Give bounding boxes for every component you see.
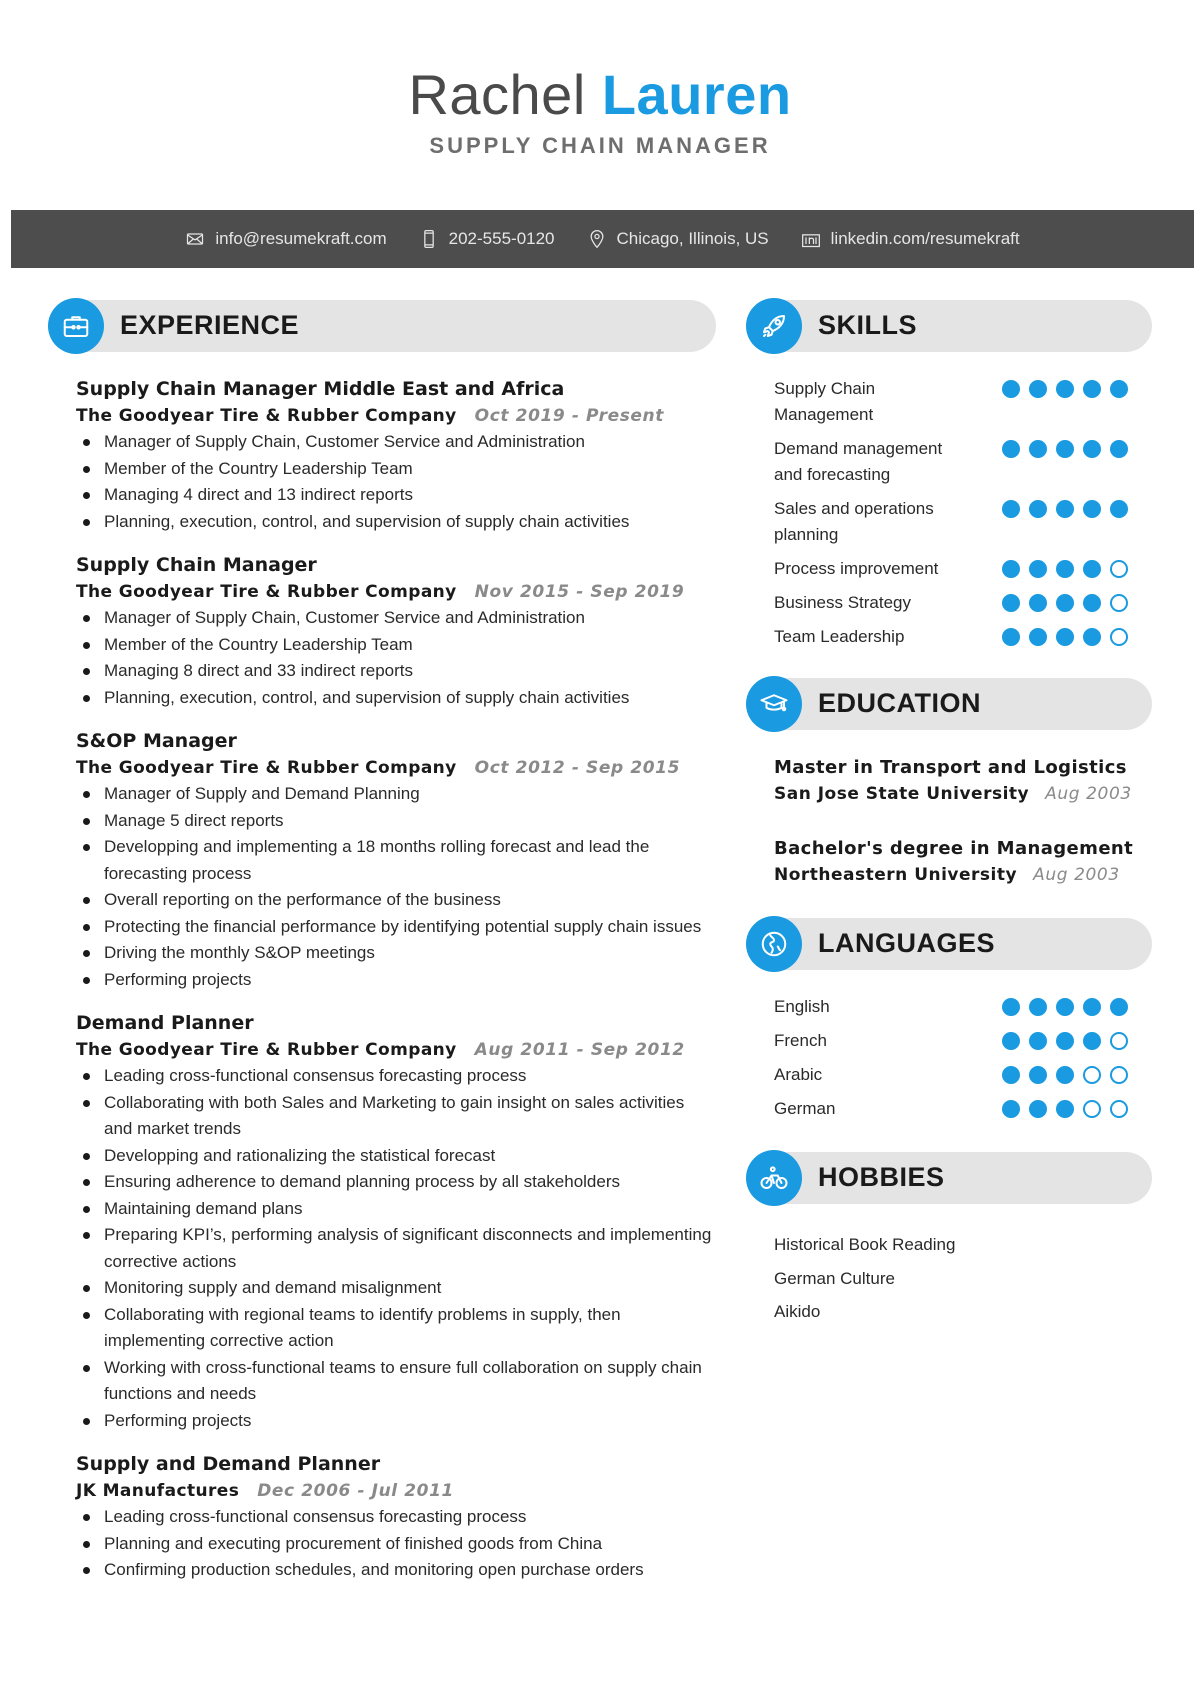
bullet-item: Planning and executing procurement of finished goods from China [76,1531,716,1558]
left-column [48,298,716,1602]
filled-dot-icon [1056,998,1074,1016]
empty-dot-icon [1110,594,1128,612]
bullet-item: Working with cross-functional teams to ensure full collaboration on supply chain functions and needs [76,1355,716,1408]
languages-row [774,994,1152,1020]
bullet-item: Leading cross-functional consensus forecasting process [76,1063,716,1090]
bullet-item: Managing 4 direct and 13 indirect reports [76,482,716,509]
filled-dot-icon [1056,628,1074,646]
filled-dot-icon [1083,1032,1101,1050]
bullet-item: Overall reporting on the performance of the business [76,887,716,914]
languages-label: French [774,1031,827,1050]
experience-section [48,298,716,1584]
degree-title: Bachelor's degree in Management [774,838,1134,859]
hobbies-section [746,1150,1152,1329]
bullet-item: Manager of Supply Chain, Customer Service and Administration [76,429,716,456]
empty-dot-icon [1083,1066,1101,1084]
education-icon-badge [746,676,802,732]
languages-row [774,1062,1152,1088]
filled-dot-icon [1029,440,1047,458]
filled-dot-icon [1002,380,1020,398]
empty-dot-icon [1110,628,1128,646]
phone-text: 202-555-0120 [448,229,555,248]
job-title: Demand Planner [76,1012,254,1034]
languages-header [746,916,1152,972]
job-list [48,376,716,1584]
skills-heading: SKILLS [818,310,918,340]
rating-dots [1002,376,1152,398]
bullet-item: Collaborating with regional teams to identify problems in supply, then implementing corrective action [76,1302,716,1355]
job-entry [76,1451,716,1584]
filled-dot-icon [1110,500,1128,518]
rating-dots [1002,624,1152,646]
filled-dot-icon [1083,440,1101,458]
contact-bar [11,210,1194,268]
bullet-item: Manager of Supply and Demand Planning [76,781,716,808]
languages-label: Arabic [774,1065,823,1084]
rating-dots [1002,496,1152,518]
hobbies-header [746,1150,1152,1206]
cyclist-icon [759,1163,789,1193]
skills-label: Supply Chain Management [774,379,876,424]
right-column [746,298,1152,1347]
job-entry [76,552,716,711]
bullet-item: Managing 8 direct and 33 indirect reports [76,658,716,685]
filled-dot-icon [1056,440,1074,458]
hobby-item: German Culture [774,1268,895,1288]
skills-label: Demand management and forecasting [774,439,943,484]
rating-dots [1002,1062,1152,1084]
filled-dot-icon [1029,594,1047,612]
contact-phone[interactable] [419,229,555,249]
company-name: The Goodyear Tire & Rubber Company [76,758,457,778]
rating-dots [1002,590,1152,612]
languages-section [746,916,1152,1122]
filled-dot-icon [1002,440,1020,458]
job-dates: Nov 2015 - Sep 2019 [474,582,685,602]
rating-dots [1002,1096,1152,1118]
skills-list [746,376,1152,650]
languages-label: German [774,1099,836,1118]
filled-dot-icon [1056,1032,1074,1050]
rating-dots [1002,994,1152,1016]
bullet-item: Collaborating with both Sales and Marketing to gain insight on sales activities and market trends [76,1090,716,1143]
skills-row [774,496,1152,548]
languages-label: English [774,997,830,1016]
skills-row [774,436,1152,488]
job-dates: Dec 2006 - Jul 2011 [257,1481,454,1501]
job-dates: Oct 2019 - Present [474,406,664,426]
languages-heading: LANGUAGES [818,928,996,958]
graduation-date: Aug 2003 [1045,784,1132,804]
location-text: Chicago, Illinois, US [616,229,769,248]
company-name: JK Manufactures [76,1481,240,1501]
globe-icon [759,929,789,959]
school-name: Northeastern University [774,865,1018,885]
experience-icon-badge [48,298,104,354]
experience-heading: EXPERIENCE [120,310,300,340]
job-meta [76,755,716,781]
job-dates: Aug 2011 - Sep 2012 [474,1040,685,1060]
education-entry [774,835,1152,888]
filled-dot-icon [1083,594,1101,612]
job-bullets [76,1063,716,1434]
filled-dot-icon [1110,998,1128,1016]
filled-dot-icon [1002,560,1020,578]
filled-dot-icon [1029,1032,1047,1050]
filled-dot-icon [1056,500,1074,518]
education-list [746,754,1152,888]
hobby-item: Historical Book Reading [774,1235,956,1254]
bullet-item: Manager of Supply Chain, Customer Service and Administration [76,605,716,632]
filled-dot-icon [1002,628,1020,646]
skills-header [746,298,1152,354]
filled-dot-icon [1002,500,1020,518]
first-name: Rachel [408,63,586,126]
job-entry [76,1010,716,1434]
job-bullets [76,429,716,535]
job-title: Supply and Demand Planner [76,1453,381,1475]
filled-dot-icon [1002,1066,1020,1084]
languages-list [746,994,1152,1122]
skills-row [774,624,1152,650]
skills-row [774,590,1152,616]
job-entry [76,728,716,993]
filled-dot-icon [1083,628,1101,646]
filled-dot-icon [1029,500,1047,518]
bullet-item: Member of the Country Leadership Team [76,456,716,483]
filled-dot-icon [1002,1100,1020,1118]
bullet-item: Confirming production schedules, and monitoring open purchase orders [76,1557,716,1584]
empty-dot-icon [1110,1066,1128,1084]
envelope-icon [185,229,205,249]
bullet-item: Planning, execution, control, and supervision of supply chain activities [76,509,716,536]
job-meta [76,403,716,429]
filled-dot-icon [1110,440,1128,458]
job-meta [76,1478,716,1504]
skills-label: Process improvement [774,559,939,578]
job-bullets [76,781,716,993]
education-meta [774,862,1152,888]
map-pin-icon [587,229,607,249]
bullet-item: Monitoring supply and demand misalignment [76,1275,716,1302]
job-title: SUPPLY CHAIN MANAGER [429,133,771,158]
job-title: Supply Chain Manager Middle East and Africa [76,378,565,400]
filled-dot-icon [1083,998,1101,1016]
filled-dot-icon [1110,380,1128,398]
bullet-item: Developping and rationalizing the statistical forecast [76,1143,716,1170]
filled-dot-icon [1029,998,1047,1016]
rocket-icon [759,311,789,341]
filled-dot-icon [1029,628,1047,646]
contact-linkedin[interactable] [801,229,1020,249]
bullet-item: Ensuring adherence to demand planning process by all stakeholders [76,1169,716,1196]
bullet-item: Manage 5 direct reports [76,808,716,835]
hobbies-heading: HOBBIES [818,1162,945,1192]
bullet-item: Driving the monthly S&OP meetings [76,940,716,967]
skills-label: Team Leadership [774,627,905,646]
education-heading: EDUCATION [818,688,981,718]
bullet-item: Performing projects [76,1408,716,1435]
job-meta [76,579,716,605]
filled-dot-icon [1029,380,1047,398]
rating-dots [1002,556,1152,578]
linkedin-icon [801,229,821,249]
education-header [746,676,1152,732]
hobbies-icon-badge [746,1150,802,1206]
skills-label: Sales and operations planning [774,499,934,544]
rating-dots [1002,1028,1152,1050]
filled-dot-icon [1056,1066,1074,1084]
experience-header [48,298,716,354]
filled-dot-icon [1083,560,1101,578]
filled-dot-icon [1056,594,1074,612]
contact-location [587,229,769,249]
filled-dot-icon [1029,1100,1047,1118]
filled-dot-icon [1056,1100,1074,1118]
languages-row [774,1028,1152,1054]
empty-dot-icon [1083,1100,1101,1118]
skills-row [774,376,1152,428]
filled-dot-icon [1083,380,1101,398]
briefcase-icon [61,311,91,341]
job-bullets [76,1504,716,1584]
languages-icon-badge [746,916,802,972]
filled-dot-icon [1083,500,1101,518]
company-name: The Goodyear Tire & Rubber Company [76,406,457,426]
filled-dot-icon [1056,380,1074,398]
graduation-cap-icon [759,689,789,719]
email-text: info@resumekraft.com [215,229,387,248]
education-entry [774,754,1152,807]
bullet-item: Maintaining demand plans [76,1196,716,1223]
languages-row [774,1096,1152,1122]
bullet-item: Protecting the financial performance by identifying potential supply chain issues [76,914,716,941]
bullet-item: Planning, execution, control, and supervision of supply chain activities [76,685,716,712]
empty-dot-icon [1110,1100,1128,1118]
skills-row [774,556,1152,582]
skills-section [746,298,1152,650]
bullet-item: Member of the Country Leadership Team [76,632,716,659]
bullet-item: Leading cross-functional consensus forecasting process [76,1504,716,1531]
last-name: Lauren [601,63,792,126]
job-title: Supply Chain Manager [76,554,317,576]
filled-dot-icon [1056,560,1074,578]
job-dates: Oct 2012 - Sep 2015 [474,758,681,778]
job-title: S&OP Manager [76,730,237,752]
empty-dot-icon [1110,560,1128,578]
candidate-name [0,60,1200,130]
mobile-phone-icon [419,229,439,249]
skills-icon-badge [746,298,802,354]
graduation-date: Aug 2003 [1033,865,1120,885]
rating-dots [1002,436,1152,458]
linkedin-text: linkedin.com/resumekraft [830,229,1020,248]
job-meta [76,1037,716,1063]
filled-dot-icon [1029,1066,1047,1084]
skills-label: Business Strategy [774,593,912,612]
hobby-item: Aikido [774,1302,821,1321]
bullet-item: Preparing KPI’s, performing analysis of significant disconnects and implementing corrective actions [76,1222,716,1275]
hobbies-list [746,1228,1152,1329]
empty-dot-icon [1110,1032,1128,1050]
contact-email[interactable] [185,229,386,249]
company-name: The Goodyear Tire & Rubber Company [76,582,457,602]
bullet-item: Developping and implementing a 18 months rolling forecast and lead the forecasting process [76,834,716,887]
school-name: San Jose State University [774,784,1030,804]
company-name: The Goodyear Tire & Rubber Company [76,1040,457,1060]
bullet-item: Performing projects [76,967,716,994]
job-entry [76,376,716,535]
education-meta [774,781,1152,807]
filled-dot-icon [1002,594,1020,612]
degree-title: Master in Transport and Logistics [774,757,1127,778]
filled-dot-icon [1002,1032,1020,1050]
filled-dot-icon [1029,560,1047,578]
filled-dot-icon [1002,998,1020,1016]
education-section [746,676,1152,888]
job-bullets [76,605,716,711]
